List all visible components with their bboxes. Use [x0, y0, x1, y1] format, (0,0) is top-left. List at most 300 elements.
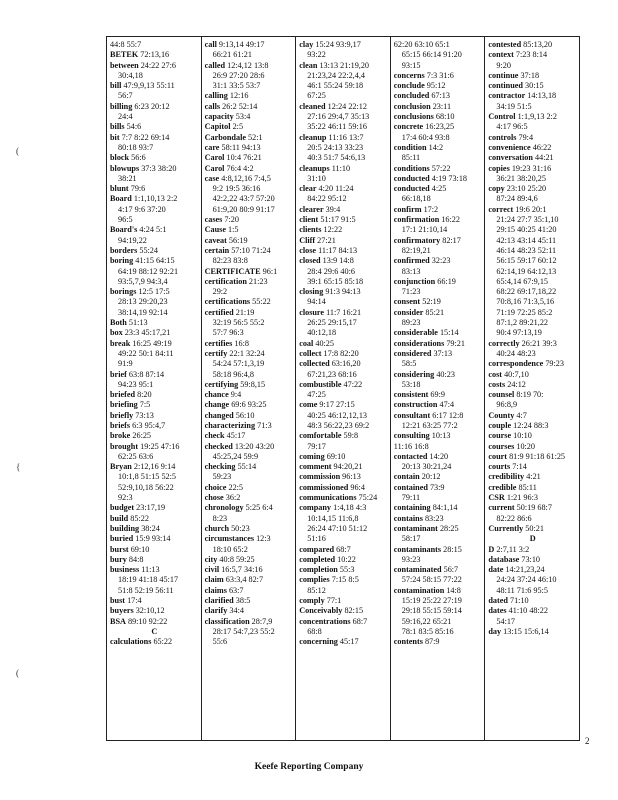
page-line-refs: 20:12 [421, 472, 441, 482]
index-term: courts [488, 462, 511, 472]
page-line-refs: 40:7,10 [504, 369, 529, 379]
index-entry-line [299, 102, 388, 112]
page-line-refs: 11:10 [331, 163, 351, 173]
index-entry-line [488, 421, 577, 431]
index-entry-line [205, 586, 294, 596]
page-line-refs: 59:8,15 [240, 379, 266, 389]
index-entry-line [394, 153, 483, 163]
page-line-refs: 69:10 [130, 544, 150, 554]
page-line-refs: 69:10 [326, 451, 346, 461]
index-entry-line [205, 411, 294, 421]
page-line-refs: 4:20 11:24 [318, 184, 354, 194]
page-line-refs: 79:21 [446, 338, 465, 348]
index-entry-line [299, 565, 388, 575]
index-term: date [488, 565, 504, 575]
page-line-refs: 39:1 65:15 85:18 [307, 276, 364, 286]
index-term: BETEK [110, 50, 139, 60]
index-term: burst [110, 544, 129, 554]
index-term: dated [488, 596, 508, 606]
index-entry-line [110, 61, 199, 71]
index-entry-line [110, 308, 199, 318]
index-term: database [488, 554, 520, 564]
index-entry-line [110, 442, 199, 452]
index-term: change [204, 400, 230, 410]
page-line-refs: 81:9 91:18 61:25 [509, 451, 566, 461]
index-entry-line [488, 431, 577, 441]
index-term: bills [110, 122, 125, 132]
page-line-refs: 57:22 [431, 163, 451, 173]
index-entry-line [205, 637, 294, 647]
index-entry-line [394, 534, 483, 544]
index-term: brief [110, 369, 127, 379]
index-term: courses [488, 441, 515, 451]
index-entry-line [488, 514, 577, 524]
index-term: consulting [393, 431, 430, 441]
index-entry-line [394, 545, 483, 555]
index-term: block [110, 153, 130, 163]
page-line-refs: 73:13 [135, 410, 154, 420]
index-entry-line [205, 50, 294, 60]
page-line-refs: 79:4 [518, 132, 534, 142]
page-line-refs: 4:25 [431, 184, 447, 194]
page-line-refs: 10:10 [513, 431, 532, 441]
page-line-refs: 38:5 [235, 596, 251, 606]
page-line-refs: 82:22 86:6 [496, 513, 532, 523]
index-term: complies [299, 575, 330, 585]
index-entry-line [394, 184, 483, 194]
page-line-refs: 69:9 [430, 390, 445, 400]
index-term: certified [204, 307, 234, 317]
page-line-refs: 40:25 [315, 338, 334, 348]
index-term: compared [299, 544, 335, 554]
index-entry-line [299, 267, 388, 277]
page-line-refs: 53:18 [401, 379, 421, 389]
page-line-refs: 80:18 93:7 [118, 142, 154, 152]
index-term: counsel [488, 390, 515, 400]
index-entry-line [488, 617, 577, 627]
page-line-refs: 68:22 69:17,18,22 [496, 287, 557, 297]
page-line-refs: 56:7 [118, 91, 133, 101]
index-entry-line [299, 143, 388, 153]
page-line-refs: 50:23 [231, 523, 250, 533]
index-entry-line [488, 586, 577, 596]
page-line-refs: 63:3,4 82:7 [225, 575, 264, 585]
index-entry-line [205, 421, 294, 431]
index-entry-line [299, 184, 388, 194]
index-entry-line [299, 452, 388, 462]
page-line-refs: 1:5 [228, 225, 239, 235]
index-entry-line [394, 349, 483, 359]
index-entry-line [488, 328, 577, 338]
page-line-refs: 39:4 [325, 204, 341, 214]
page-line-refs: 90:4 97:13,19 [496, 328, 542, 338]
index-term: certifies [204, 338, 233, 348]
index-entry-line [110, 297, 199, 307]
index-term: conducted [393, 173, 430, 183]
index-term: conversation [488, 153, 533, 163]
index-entry-line [488, 370, 577, 380]
index-term: closed [299, 256, 321, 266]
index-term: briefly [110, 410, 134, 420]
index-entry-line [394, 442, 483, 452]
index-entry-line [394, 205, 483, 215]
index-entry-line [394, 339, 483, 349]
index-entry-line [488, 225, 577, 235]
index-term: concerns [393, 70, 425, 80]
index-entry-line [488, 318, 577, 328]
index-entry-line [394, 421, 483, 431]
page-line-refs: 11:16 16:8 [393, 441, 429, 451]
index-entry-line [110, 133, 199, 143]
index-term: consistent [393, 390, 429, 400]
index-term: conducted [393, 184, 430, 194]
page-line-refs: 24:4 [118, 112, 133, 122]
index-entry-line [299, 421, 388, 431]
index-entry-line [205, 205, 294, 215]
index-entry-line [110, 452, 199, 462]
index-entry-line [205, 153, 294, 163]
page-line-refs: 46:22 [532, 142, 552, 152]
index-term: context [488, 50, 514, 60]
index-entry-line [110, 617, 199, 627]
page-line-refs: 28:15 [443, 544, 462, 554]
page-line-refs: 21:19 [235, 307, 255, 317]
index-table [106, 36, 580, 741]
index-entry-line [205, 400, 294, 410]
index-term: confirm [393, 204, 422, 214]
page-line-refs: 11:17 84:13 [318, 245, 358, 255]
index-entry-line [488, 493, 577, 503]
page-line-refs: 38:21 [118, 173, 137, 183]
page-line-refs: 9:13,14 49:17 [218, 40, 265, 49]
index-term: copy [488, 184, 505, 194]
index-entry-line [110, 40, 199, 50]
page-line-refs: 4:17 96:5 [496, 122, 528, 132]
page-line-refs: 65:22 [153, 637, 173, 647]
page-line-refs: 96:13 [342, 472, 361, 482]
index-entry-line [299, 277, 388, 287]
index-entry-line [299, 205, 388, 215]
index-term: consent [393, 297, 421, 307]
index-entry-line [299, 472, 388, 482]
index-entry-line [299, 61, 388, 71]
page-line-refs: 4:19 73:18 [431, 173, 468, 183]
page-line-refs: 66:19 [437, 276, 456, 286]
index-term: budget [110, 503, 135, 513]
page-line-refs: 16:23,25 [425, 122, 455, 132]
index-entry-line [394, 617, 483, 627]
page-line-refs: 23:3 45:17,21 [124, 328, 171, 338]
index-entry-line [394, 390, 483, 400]
index-entry-line [299, 122, 388, 132]
page-line-refs: 85:13,20 [523, 40, 553, 49]
page-line-refs: 4:17 9:6 37:20 [118, 204, 166, 214]
index-term: CSR [488, 493, 505, 503]
index-entry-line [205, 431, 294, 441]
index-entry-line [110, 122, 199, 132]
index-term: break [110, 338, 131, 348]
page-line-refs: 59:23 [212, 472, 232, 482]
index-entry-line [110, 421, 199, 431]
index-entry-line [205, 256, 294, 266]
page-line-refs: 24:22 27:6 [140, 60, 176, 70]
page-line-refs: 95:12 [426, 81, 446, 91]
index-term: correspondence [488, 359, 544, 369]
index-term: course [488, 431, 512, 441]
page-line-refs: 68:8 [307, 626, 322, 636]
page-line-refs: 70:8,16 71:3,5,16 [496, 297, 555, 307]
index-term: Bryan [110, 462, 132, 472]
page-line-refs: 36:21 38:20,25 [496, 173, 546, 183]
page-line-refs: 83:13 [401, 266, 421, 276]
page-line-refs: 21:23 [248, 276, 268, 286]
index-term: consultant [393, 410, 431, 420]
footer-company: Keefe Reporting Company [254, 762, 364, 772]
index-entry-line [110, 637, 199, 647]
index-entry-line [488, 112, 577, 122]
page-line-refs: 1:4,18 4:3 [333, 503, 367, 513]
page-line-refs: 52:19 [422, 297, 441, 307]
page-line-refs: 83:23 [424, 513, 444, 523]
page-line-refs: 26:2 52:14 [222, 101, 258, 111]
index-entry-line [299, 370, 388, 380]
page-line-refs: 91:3 94:13 [325, 287, 361, 297]
section-letter: C [151, 626, 158, 636]
index-entry-line [394, 503, 483, 513]
page-line-refs: 85:12 [307, 585, 326, 595]
index-entry-line [394, 133, 483, 143]
index-entry-line [299, 153, 388, 163]
index-entry-line [110, 472, 199, 482]
index-entry-line [488, 575, 577, 585]
index-entry-line [394, 575, 483, 585]
page-line-refs: 64:19 88:12 92:21 [118, 266, 179, 276]
index-term: classification [204, 616, 250, 626]
page-line-refs: 8:23 [212, 513, 228, 523]
index-term: clay [299, 40, 314, 49]
page-line-refs: 56:15 59:17 60:12 [496, 256, 557, 266]
page-line-refs: 7:15 8:5 [331, 575, 359, 585]
page-line-refs: 4:24 5:1 [139, 225, 167, 235]
index-entry-line [394, 586, 483, 596]
index-entry-line [205, 81, 294, 91]
index-term: consider [393, 307, 424, 317]
index-entry-line [488, 390, 577, 400]
index-entry-line [488, 71, 577, 81]
index-term: certify [204, 348, 228, 358]
index-term: convenience [488, 142, 531, 152]
index-entry-line [488, 122, 577, 132]
index-entry-line [110, 390, 199, 400]
index-entry-line [299, 112, 388, 122]
index-entry-line [488, 483, 577, 493]
page-line-refs: 56:10 [235, 410, 255, 420]
index-term: business [110, 565, 140, 575]
index-entry-line [394, 122, 483, 132]
index-term: checking [204, 462, 236, 472]
index-term: buried [110, 534, 134, 544]
page-line-refs: 28:7,9 [251, 616, 273, 626]
index-entry-line [394, 40, 483, 50]
index-entry-line [205, 503, 294, 513]
index-entry-line [394, 308, 483, 318]
index-entry-line [299, 555, 388, 565]
index-entry-line [205, 297, 294, 307]
page-line-refs: 56:6 [131, 153, 146, 163]
index-entry-line [488, 545, 577, 555]
index-entry-line [205, 339, 294, 349]
index-entry-line [205, 102, 294, 112]
page-line-refs: 57:24 58:15 77:22 [401, 575, 462, 585]
index-entry-line [205, 122, 294, 132]
index-entry-line [205, 472, 294, 482]
index-entry-line [110, 339, 199, 349]
page-line-refs: 20:13 30:21,24 [401, 462, 452, 472]
index-entry-line [299, 411, 388, 421]
index-term: considering [393, 369, 435, 379]
page-line-refs: 40:12,18 [307, 328, 337, 338]
index-entry-line [299, 575, 388, 585]
page-line-refs: 93:23 [401, 554, 421, 564]
index-entry-line [488, 61, 577, 71]
index-entry-line [110, 483, 199, 493]
index-entry-line [110, 256, 199, 266]
index-entry-line [394, 328, 483, 338]
page-line-refs: 7:23 8:14 [515, 50, 548, 60]
index-entry-line [394, 236, 483, 246]
index-entry-line [110, 81, 199, 91]
page-line-refs: 66:18,18 [401, 194, 431, 204]
index-entry-line [205, 91, 294, 101]
index-term: certain [204, 245, 230, 255]
index-entry-line [488, 462, 577, 472]
index-entry-line [488, 164, 577, 174]
index-term: coal [299, 338, 314, 348]
page-line-refs: 51:8 52:19 56:11 [118, 585, 174, 595]
index-entry-line [110, 194, 199, 204]
index-entry-line [488, 565, 577, 575]
index-term: concerning [299, 637, 338, 647]
index-term: containing [393, 503, 431, 513]
page-line-refs: 92:3 [118, 493, 133, 503]
page-line-refs: 63:16,20 [331, 359, 361, 369]
index-entry-line [394, 431, 483, 441]
index-term: Control [488, 112, 516, 122]
page-line-refs: 67:21,23 68:16 [307, 369, 357, 379]
index-entry-line [110, 555, 199, 565]
page-line-refs: 52:1 [248, 132, 263, 142]
page-line-refs: 21:23,24 22:2,4,4 [307, 70, 365, 80]
page-line-refs: 72:13,16 [140, 50, 170, 60]
index-entry-line [299, 545, 388, 555]
index-entry-line [299, 462, 388, 472]
index-entry-line [110, 606, 199, 616]
page-line-refs: 26:25 29:15,17 [307, 318, 357, 328]
index-entry-line [488, 267, 577, 277]
index-entry-line [299, 318, 388, 328]
index-entry-line [205, 493, 294, 503]
index-entry-line [110, 205, 199, 215]
page-line-refs: 7:5 [139, 400, 151, 410]
index-entry-line [394, 194, 483, 204]
margin-mark: ( [16, 668, 19, 678]
index-term: considerations [393, 338, 445, 348]
page-line-refs: 47:25 [307, 390, 326, 400]
page-line-refs: 29:18 55:15 59:14 [401, 606, 462, 616]
index-term: conclusions [393, 112, 434, 122]
index-entry-line [394, 112, 483, 122]
page-line-refs: 28:25 [439, 523, 459, 533]
page-line-refs: 47:22 [343, 379, 363, 389]
index-entry-line [205, 236, 294, 246]
page-line-refs: 55:24 [139, 245, 158, 255]
index-entry-line [299, 586, 388, 596]
index-entry-line [394, 297, 483, 307]
index-column [390, 37, 485, 740]
index-term: County [488, 410, 515, 420]
index-entry-line [299, 617, 388, 627]
page-line-refs: 76:4 4:2 [226, 163, 254, 173]
index-entry-line [205, 318, 294, 328]
page-line-refs: 14:13,18 [527, 91, 557, 101]
page-line-refs: 47:9,9,13 55:11 [123, 81, 175, 91]
index-entry-line [299, 174, 388, 184]
page-line-refs: 82:23 83:8 [212, 256, 248, 266]
index-entry-line [205, 40, 294, 50]
index-entry-line [205, 71, 294, 81]
index-entry-line [299, 400, 388, 410]
index-entry-line [299, 349, 388, 359]
page-line-refs: 85:11 [401, 153, 421, 163]
index-entry-line [205, 565, 294, 575]
page-line-refs: 87:9 [424, 637, 440, 647]
page-line-refs: 58:5 [401, 359, 417, 369]
index-entry-line [205, 174, 294, 184]
page-line-refs: 13:13 21:19,20 [319, 60, 370, 70]
page-line-refs: 40:23 [436, 369, 455, 379]
index-entry-line [394, 637, 483, 647]
index-entry-line [205, 133, 294, 143]
index-entry-line [299, 164, 388, 174]
index-entry-line [205, 328, 294, 338]
page-line-refs: 29:15 40:25 41:20 [496, 225, 557, 235]
index-entry-line [299, 339, 388, 349]
index-term: city [204, 554, 218, 564]
index-entry-line [110, 112, 199, 122]
page-line-refs: 17:4 60:4 93:8 [401, 132, 450, 142]
index-term: conclude [393, 81, 425, 91]
index-entry-line [394, 256, 483, 266]
index-term: calls [204, 101, 221, 111]
index-term: comment [299, 462, 332, 472]
index-term: clean [299, 60, 318, 70]
index-term: briefs [110, 420, 131, 430]
page-line-refs: 26:21 39:3 [521, 338, 557, 348]
page-line-refs: 1:1,10,13 2:2 [133, 194, 178, 204]
index-entry-line [205, 442, 294, 452]
index-term: boring [110, 256, 134, 266]
page-line-refs: 40:25 46:12,12,13 [307, 410, 368, 420]
page-line-refs: 29:2 [212, 287, 228, 297]
index-term: concentrations [299, 616, 351, 626]
index-term: checked [204, 441, 233, 451]
index-entry-line [205, 246, 294, 256]
page-line-refs: 53:4 [235, 112, 251, 122]
index-term: conjunction [393, 276, 436, 286]
page-line-refs: 40:3 51:7 54:6,13 [307, 153, 366, 163]
page-line-refs: 56:7 [443, 565, 459, 575]
index-term: Cause [204, 225, 226, 235]
